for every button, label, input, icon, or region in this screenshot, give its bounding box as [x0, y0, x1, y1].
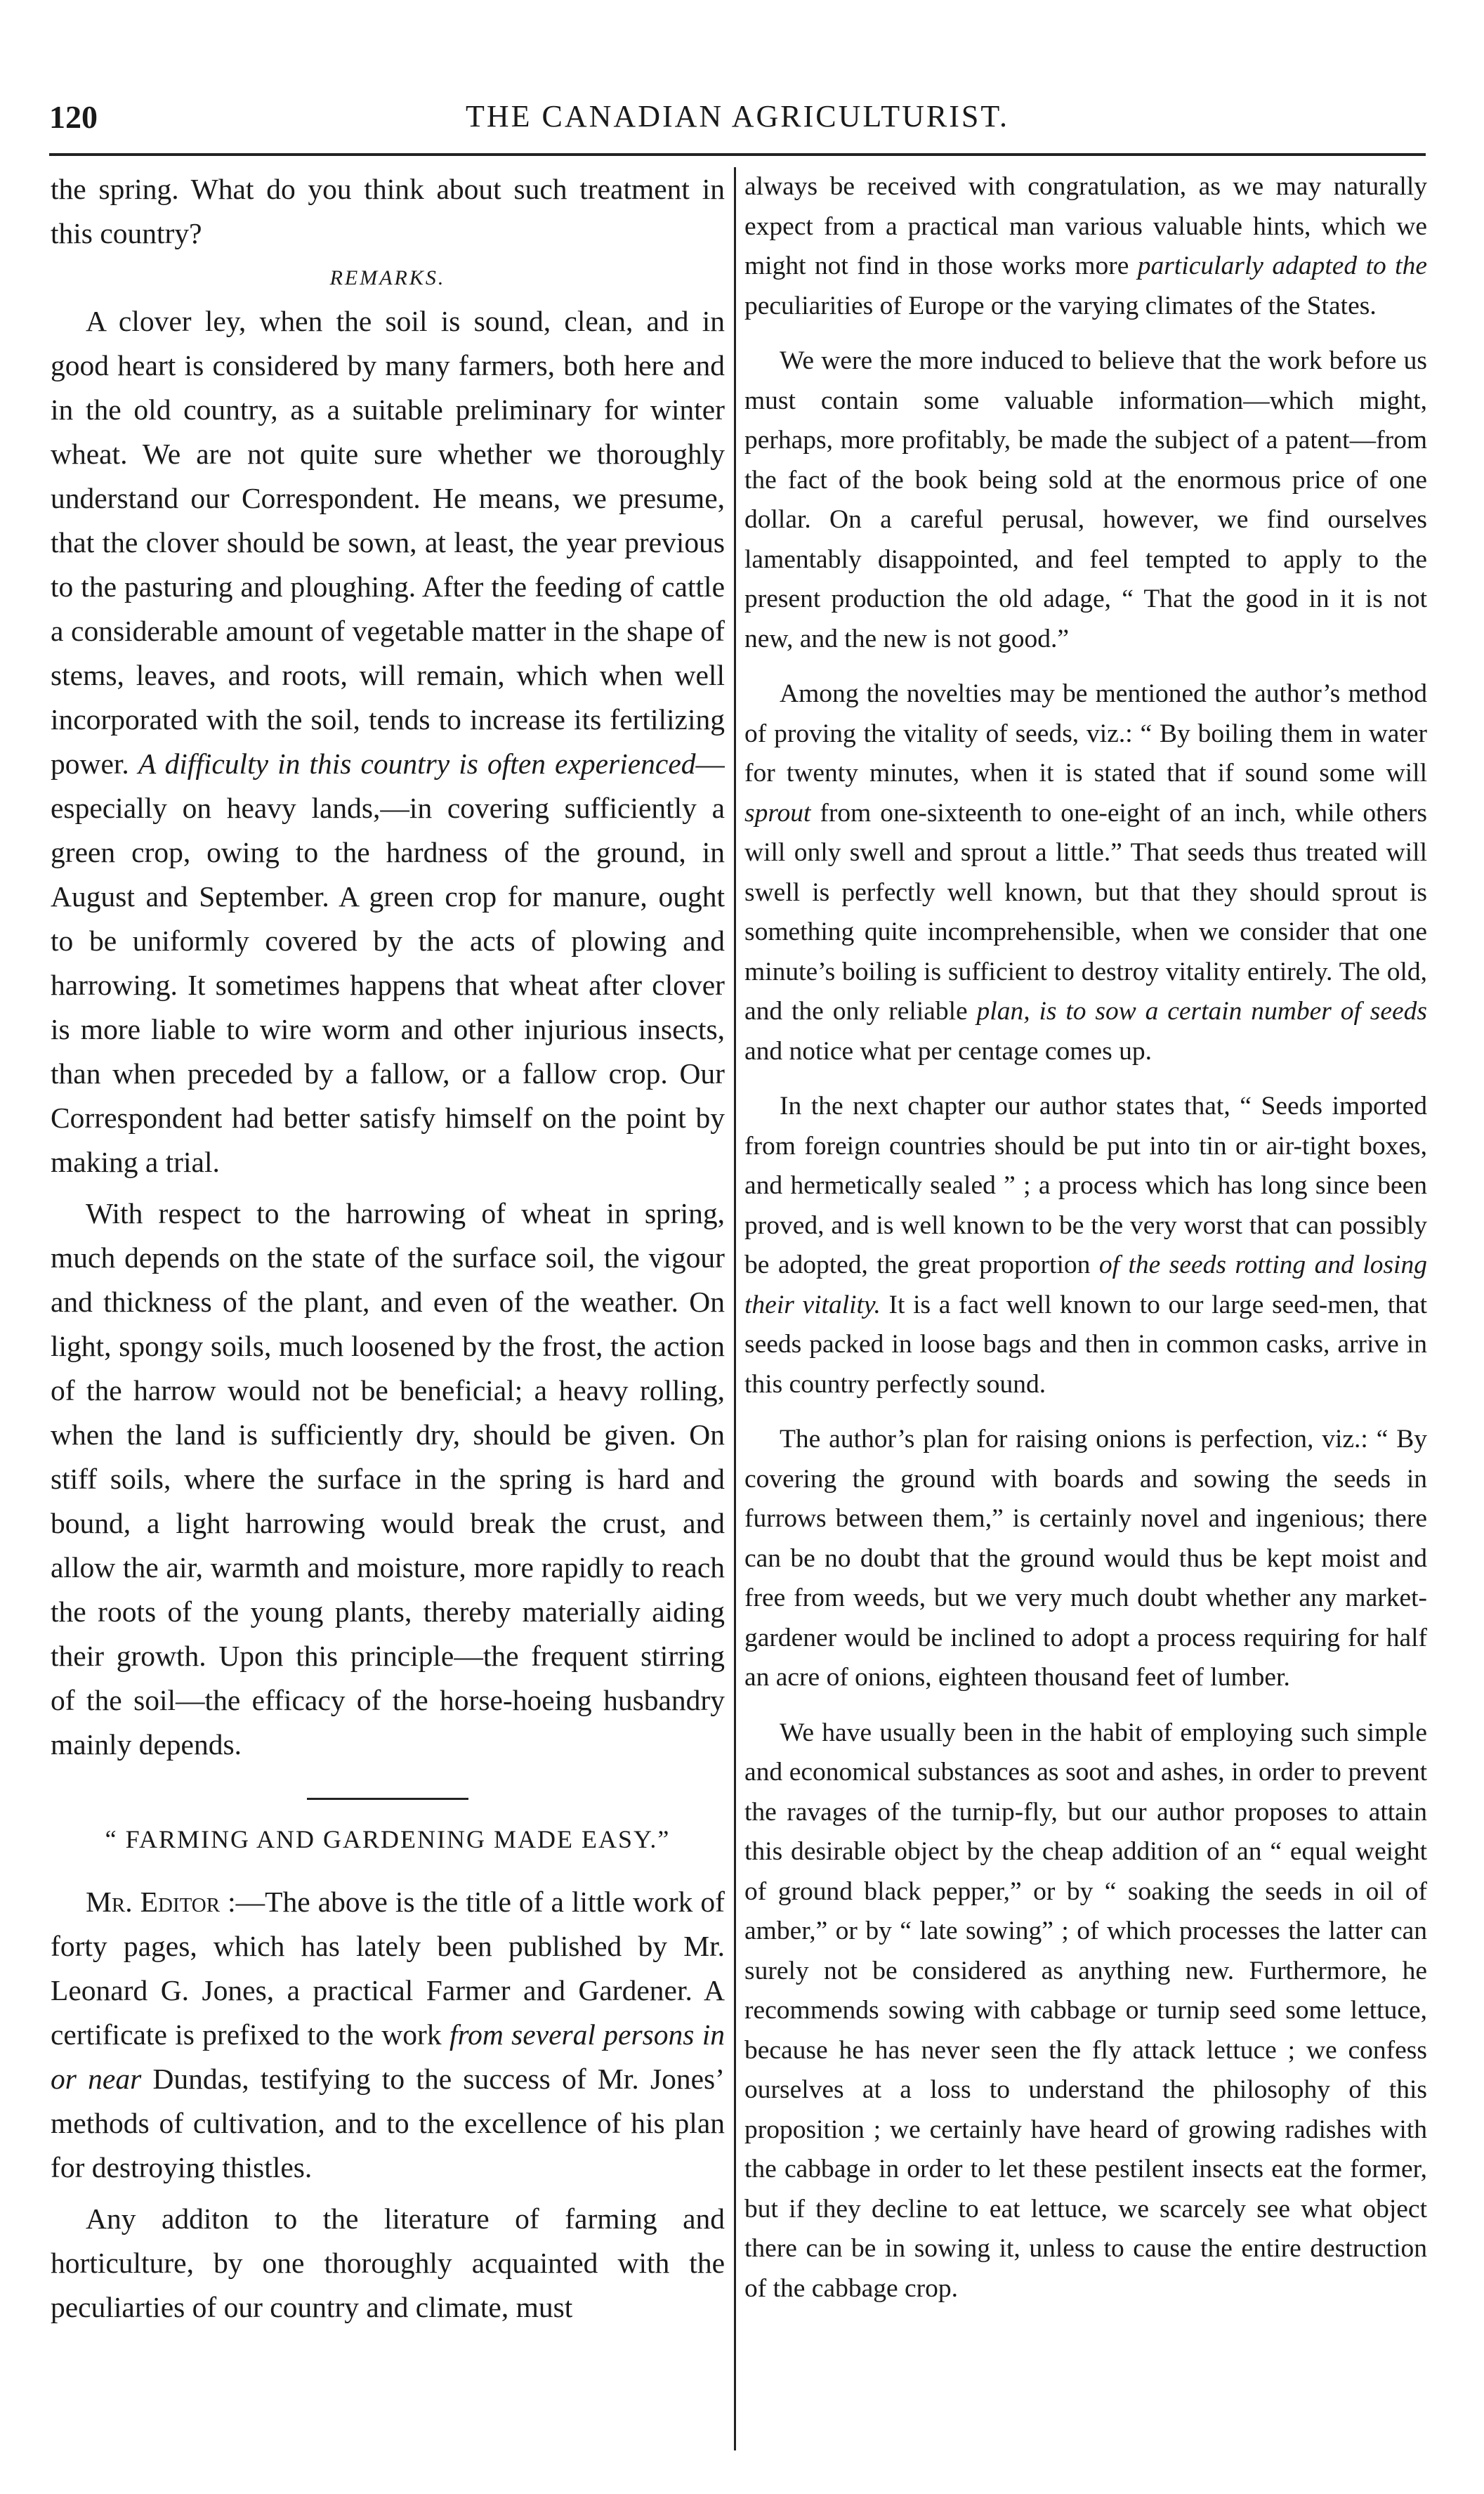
review-paragraph-4: In the next chapter our author states that, “ Seeds imported from foreign countries should be put into tin or air-tight boxes, and hermetically sealed ” ; a process which has long since been proved, and is well known to be the very worst that can possibly be adopted, the great proportion of the seeds rotting and losing their vitality. It is a fact well known to our large seed-men, that seeds packed in loose bags and then in common casks, arrive in this country perfectly sound.: [744, 1092, 1427, 1399]
article-heading: “ FARMING AND GARDENING MADE EASY.”: [105, 1825, 671, 1853]
review-paragraph-3: Among the novelties may be mentioned the author’s method of proving the vitality of seeds, viz.: “ By boiling them in water for twenty minutes, when it is stated that if sound some will sprout from one-sixteenth to one-eight of an inch, while others will only swell and sprout a little.” That seeds thus treated will swell is perfectly well known, but that they should sprout is something quite incomprehensible, when we consider that one minute’s boiling is sufficient to destroy vitality entirely. The old, and the only reliable plan, is to sow a certain number of seeds and notice what per centage comes up.: [744, 679, 1427, 1066]
letter-paragraph-2: Any additon to the literature of farming and horticulture, by one thoroughly acquainted with the peculiarties of our country and climate, must: [51, 2202, 725, 2323]
remarks-heading: REMARKS.: [329, 266, 446, 289]
review-paragraph-5: The author’s plan for raising onions is perfection, viz.: “ By covering the ground with boards and sowing the seeds in furrows between them,” is certainly novel and ingenious; there can be no doubt that the ground would thus be kept moist and free from weeds, but we very much doubt whether any market-gardener would be inclined to adopt a process requiring for half an acre of onions, eighteen thousand feet of lumber.: [744, 1425, 1427, 1692]
letter-paragraph-1: Mr. Editor :—The above is the title of a little work of forty pages, which has lately been published by Mr. Leonard G. Jones, a practical Farmer and Gardener. A certificate is prefixed to the work from several persons in or near Dundas, testifying to the success of Mr. Jones’ methods of cultivation, and to the excellence of his plan for destroying thistles.: [51, 1886, 725, 2183]
header-rule: [49, 153, 1426, 156]
remarks-paragraph-1: A clover ley, when the soil is sound, clean, and in good heart is considered by many farmers, both here and in the old country, as a suitable preliminary for winter wheat. We are not quite sure whether we thoroughly understand our Correspondent. He means, we presume, that the clover should be sown, at least, the year previous to the pasturing and ploughing. After the feeding of cattle a considerable amount of vegetable matter in the shape of stems, leaves, and roots, will remain, which when well incorporated with the soil, tends to increase its fertilizing power. A difficulty in this country is often experienced— especially on heavy lands,—in covering sufficiently a green crop, owing to the hardness of the ground, in August and September. A green crop for manure, ought to be uniformly covered by the acts of plowing and harrowing. It sometimes happens that wheat after clover is more liable to wire worm and other injurious insects, than when preceded by a fallow, or a fallow crop. Our Correspondent had better satisfy himself on the point by making a trial.: [51, 305, 725, 1178]
running-title: THE CANADIAN AGRICULTURIST.: [466, 99, 1009, 133]
continuation-paragraph: always be received with congratulation, as we may naturally expect from a practical man various valuable hints, which we might not find in those works more particularly adapted to the peculiarities of Europe or the varying climates of the States.: [744, 172, 1427, 320]
review-paragraph-6: We have usually been in the habit of employing such simple and economical substances as soot and ashes, in order to prevent the ravages of the turnip-fly, but our author proposes to attain this desirable object by the cheap addition of an “ equal weight of ground black pepper,” or by “ soaking the seeds in oil of amber,” or by “ late sowing” ; of which processes the latter can surely not be considered as anything new. Furthermore, he recommends sowing with cabbage or turnip seed some lettuce, because he has never seen the fly attack lettuce ; we confess ourselves at a loss to understand the philosophy of this proposition ; we certainly have heard of growing radishes with the cabbage in order to let these pestilent insects eat the former, but if they decline to eat lettuce, we scarcely see what object there can be in sowing it, unless to cause the entire destruction of the cabbage crop.: [744, 1718, 1427, 2303]
page-header: [49, 98, 1426, 148]
letter-salutation: Mr. Editor: [86, 1886, 221, 1918]
remarks-italic-phrase: A difficulty in this country is often experienced: [138, 747, 696, 780]
section-divider: [307, 1798, 468, 1800]
review-paragraph-2: We were the more induced to believe that the work before us must contain some valuable information—which might, perhaps, more profitably, be made the subject of a patent—from the fact of the book being sold at the enormous price of one dollar. On a careful perusal, however, we find ourselves lamentably disappointed, and feel tempted to apply to the present production the old adage, “ That the good in it is not new, and the new is not good.”: [744, 346, 1427, 653]
page-number: 120: [49, 99, 98, 135]
right-column: [744, 167, 1427, 2450]
remarks-paragraph-2: With respect to the harrowing of wheat in spring, much depends on the state of the surface soil, the vigour and thickness of the plant, and even of the weather. On light, spongy soils, much loosened by the frost, the action of the harrow would not be beneficial; a heavy rolling, when the land is sufficiently dry, should be given. On stiff soils, where the surface in the spring is hard and bound, a light harrowing would break the crust, and allow the air, warmth and moisture, more rapidly to reach the roots of the young plants, thereby materially aiding their growth. Upon this principle—the frequent stirring of the soil—the efficacy of the horse-hoeing husbandry mainly depends.: [51, 1197, 725, 1761]
opening-paragraph: the spring. What do you think about such treatment in this country?: [51, 173, 725, 249]
column-divider: [734, 167, 736, 2450]
left-column: [51, 167, 725, 2450]
